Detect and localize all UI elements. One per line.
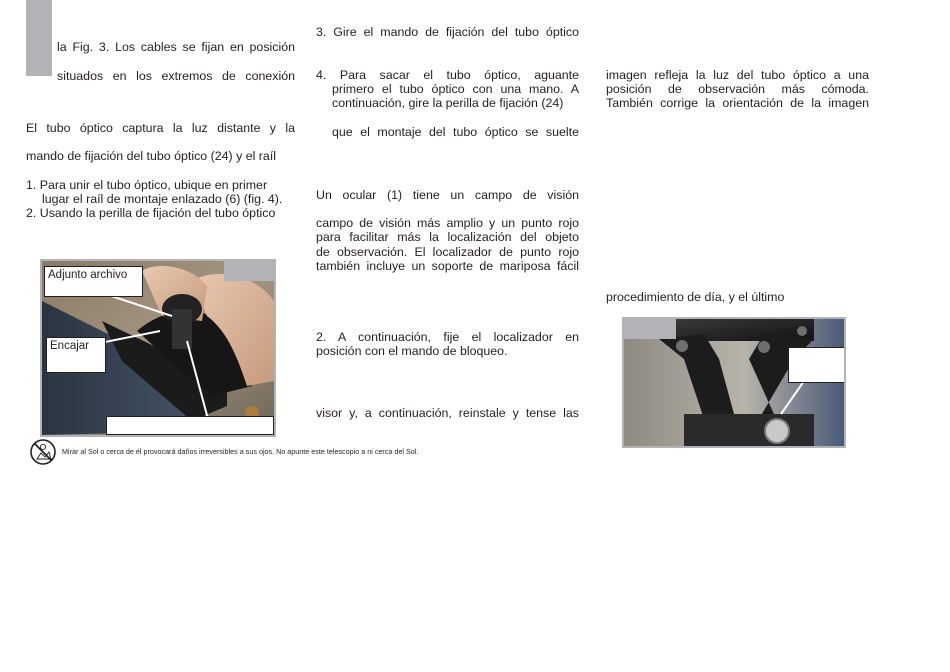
callout-blank-bottom [106, 416, 274, 435]
text-procedimiento: procedimiento de día, y el último [606, 290, 785, 304]
text-campo-4: también incluye un soporte de mariposa fácil [316, 259, 579, 273]
callout-blank-right [788, 347, 846, 383]
text-visor: visor y, a continuación, reinstale y tense las [316, 406, 579, 420]
text-step4-line4: que el montaje del tubo óptico se suelte [332, 125, 579, 139]
text-imagen-3: También corrige la orientación de la imagen [606, 96, 869, 110]
photo-tag [624, 319, 676, 339]
figure-finder-bracket-photo [622, 317, 846, 448]
text-step2: 2. A continuación, fije el localizador en [316, 330, 579, 344]
text-campo-1: campo de visión más amplio y un punto rojo [316, 216, 579, 230]
text-imagen-1: imagen refleja la luz del tubo óptico a una [606, 68, 869, 82]
text-step4-line3: continuación, gire la perilla de fijación (24) [332, 96, 564, 110]
warning-text: Mirar al Sol o cerca de él provocará daños irreversibles a sus ojos. No apunte este telescopio a ni cerca del Sol. [62, 447, 419, 456]
list-item-1-line1: 1. Para unir el tubo óptico, ubique en primer [26, 178, 268, 192]
text-situados: situados en los extremos de conexión [57, 69, 295, 83]
text-ocular: Un ocular (1) tiene un campo de visión [316, 188, 579, 202]
callout-attach: Adjunto archivo [44, 266, 143, 297]
text-step4-line2: primero el tubo óptico con una mano. A [332, 82, 579, 96]
text-fig3-cables: la Fig. 3. Los cables se fijan en posición [57, 40, 295, 54]
text-campo-3: de observación. El localizador de punto rojo [316, 245, 579, 259]
photo-tag [224, 261, 274, 281]
text-imagen-2: posición de observación más cómoda. [606, 82, 869, 96]
text-step4-line1: 4. Para sacar el tubo óptico, aguante [316, 68, 579, 82]
section-tab-marker [26, 0, 52, 76]
text-campo-2: para facilitar más la localización del objeto [316, 230, 579, 244]
text-tubo-captura: El tubo óptico captura la luz distante y la [26, 121, 295, 135]
callout-engage: Encajar [46, 337, 106, 373]
list-item-2-line1: 2. Usando la perilla de fijación del tubo óptico [26, 206, 276, 220]
figure-attach-tube-photo [40, 259, 276, 437]
text-mando-fijacion: mando de fijación del tubo óptico (24) y el raíl [26, 149, 277, 163]
text-step3: 3. Gire el mando de fijación del tubo óptico [316, 25, 579, 39]
text-step2-line2: posición con el mando de bloqueo. [316, 344, 508, 358]
list-item-1-line2: lugar el raíl de montaje enlazado (6) (fig. 4). [42, 192, 283, 206]
no-sun-warning-icon [29, 438, 57, 466]
